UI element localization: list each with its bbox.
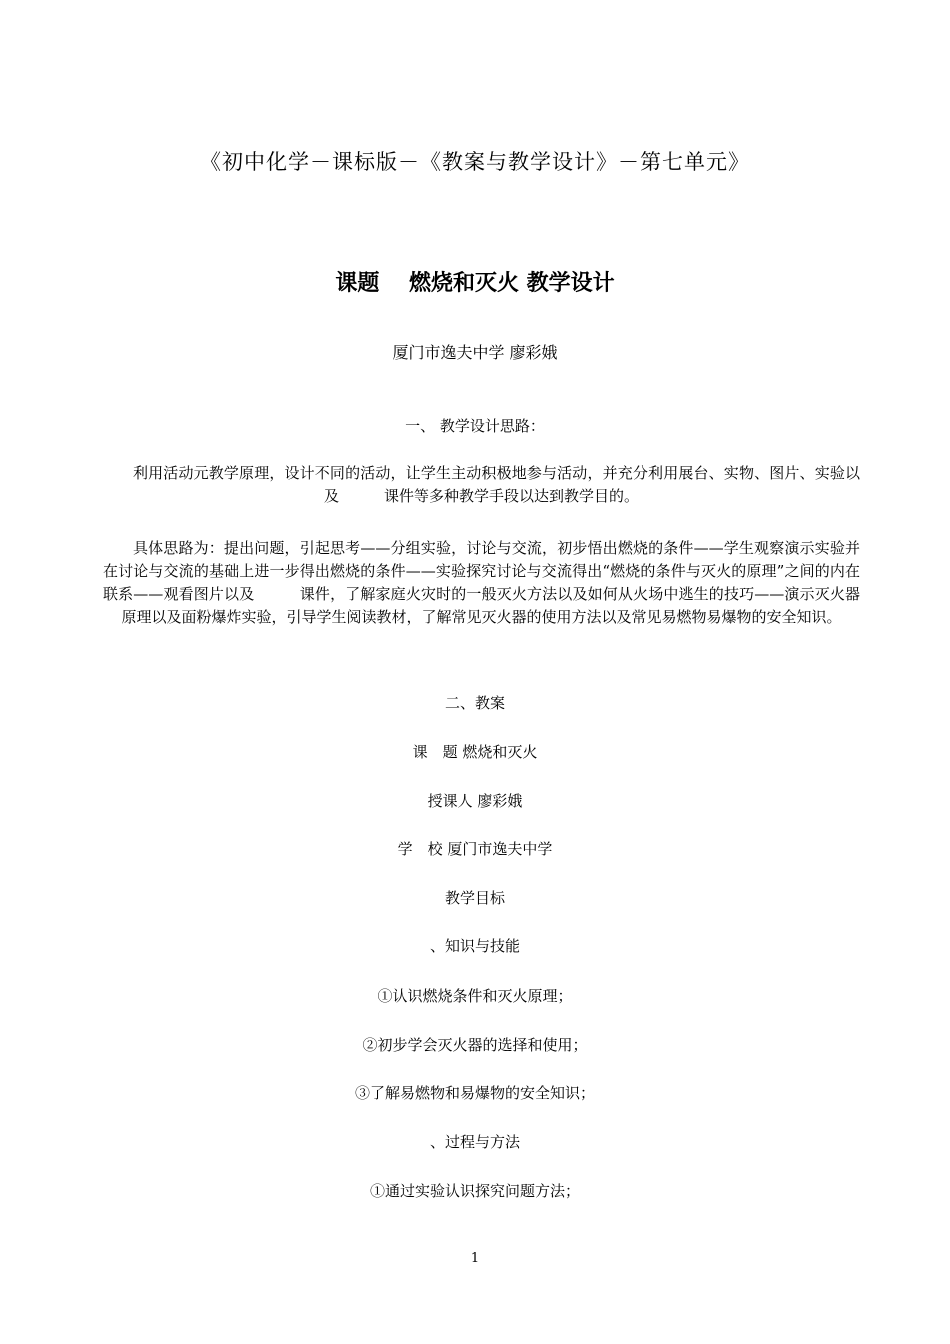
author-line: 厦门市逸夫中学 廖彩娥	[392, 343, 558, 362]
section2-heading: 二、教案	[444, 694, 505, 712]
section1-paragraph-1: 利用活动元教学原理，设计不同的活动，让学生主动积极地参与活动，并充分利用展台、实物、图片、实验以及 课件等多种教学手段以达到教学目的。	[133, 464, 860, 505]
objectives-heading: 教学目标	[444, 889, 505, 907]
process-methods-heading: 、过程与方法	[429, 1133, 520, 1151]
lesson-topic-line: 课 题 燃烧和灭火	[412, 743, 538, 761]
knowledge-skills-heading: 、知识与技能	[429, 937, 520, 955]
knowledge-item: ②初步学会灭火器的选择和使用；	[362, 1036, 588, 1054]
section1-heading: 一、 教学设计思路：	[405, 417, 545, 435]
section1-paragraph-2: 具体思路为：提出问题，引起思考——分组实验，讨论与交流，初步悟出燃烧的条件——学生观察演示实验并在讨论与交流的基础上进一步得出燃烧的条件——实验探究讨论与交流得出“燃烧的条件与灭火的原理”之间的内在联系——观看图片以及 课件，了解家庭火灾时的一般灭火方法以及如何从火场中逃生的技巧——演示灭火器原理以及面粉爆炸实验，引导学生阅读教材，了解常见灭火器的使用方法以及常见易燃物易爆物的安全知识。	[103, 539, 860, 626]
lesson-title: 课题 燃烧和灭火 教学设计	[335, 271, 615, 296]
process-item: ①通过实验认识探究问题方法；	[369, 1182, 580, 1200]
knowledge-item: ①认识燃烧条件和灭火原理；	[377, 987, 573, 1005]
school-line: 学 校 厦门市逸夫中学	[397, 840, 553, 858]
knowledge-item: ③了解易燃物和易爆物的安全知识；	[354, 1084, 595, 1102]
teacher-line: 授课人 廖彩娥	[427, 792, 523, 810]
document-title: 《初中化学－课标版－《教案与教学设计》－第七单元》	[200, 150, 750, 174]
page-number: 1	[470, 1251, 480, 1266]
